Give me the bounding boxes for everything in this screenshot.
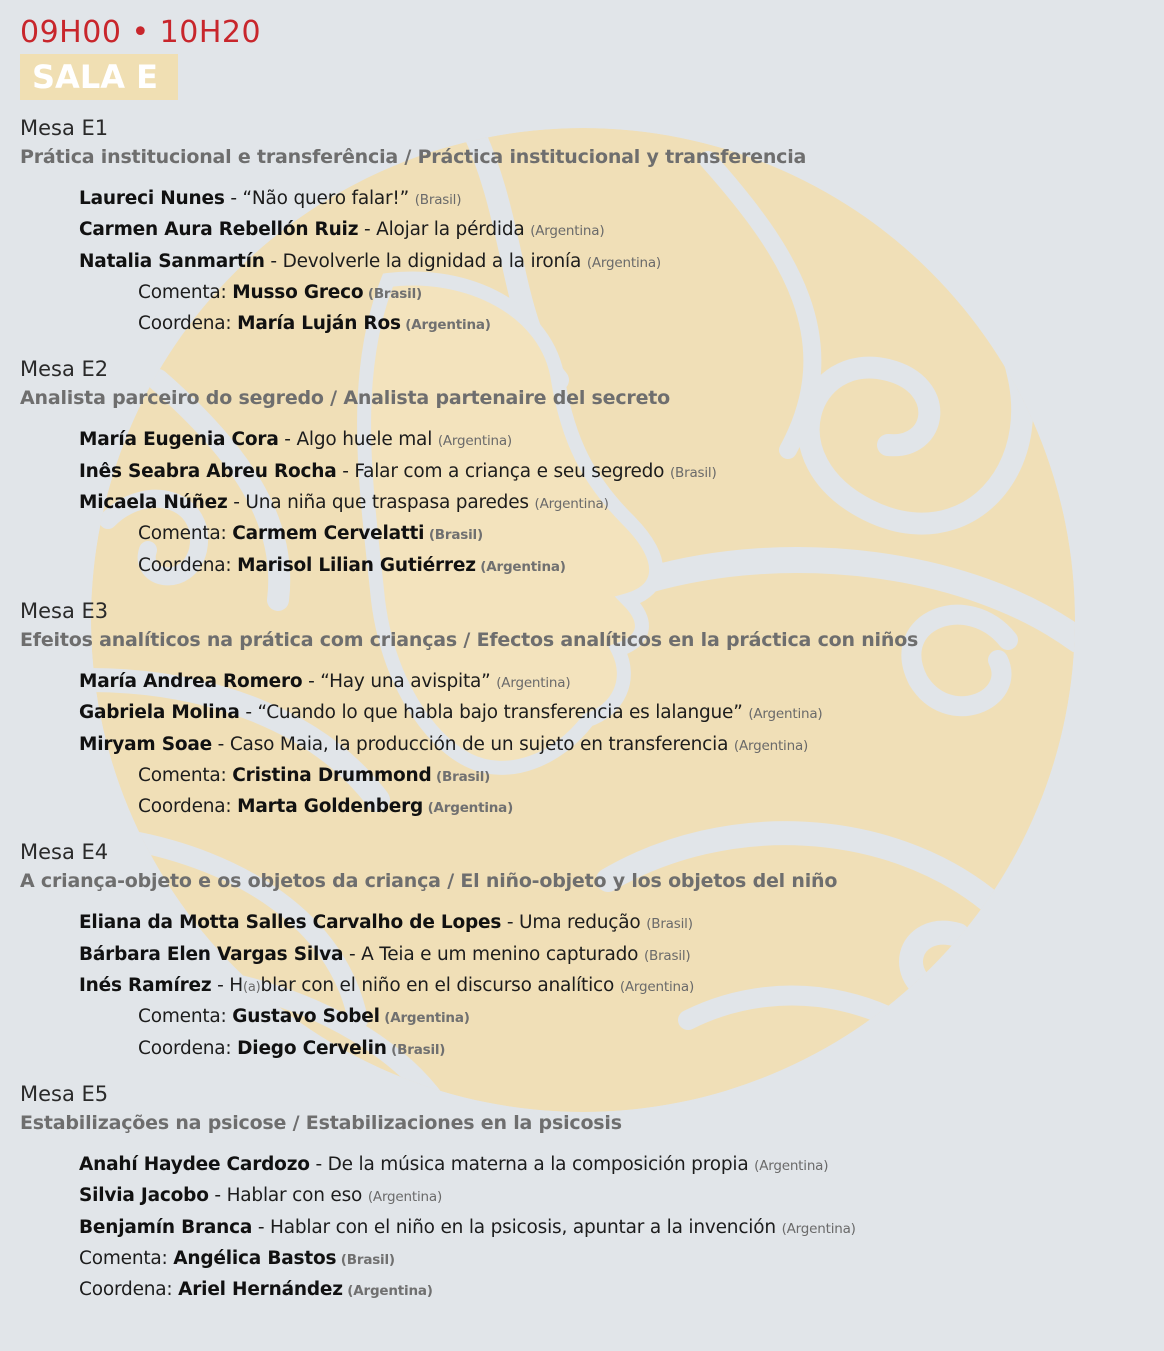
table-title: Efeitos analíticos na prática com crianças / Efectos analíticos en la práctica con niños [20, 628, 919, 651]
coord-label: Coordena: [138, 313, 238, 335]
coordinator-row [20, 1034, 1164, 1065]
speaker-name: Gabriela Molina [79, 702, 240, 724]
coordinator-country: (Argentina) [400, 317, 491, 334]
commentator-row [20, 761, 1164, 792]
talk-title: - Caso Maia, la producción de un sujeto en transferencia [212, 733, 734, 755]
table-label: Mesa E4 [20, 840, 109, 865]
speaker-name: Anahí Haydee Cardozo [79, 1153, 310, 1175]
table-title: Analista parceiro do segredo / Analista partenaire del secreto [20, 387, 671, 410]
talk-row [20, 1181, 1164, 1212]
talk-row [20, 971, 1164, 1002]
table-title: Prática institucional e transferência / Práctica institucional y transferencia [20, 146, 807, 168]
table-block [20, 597, 1164, 823]
coord-label: Coordena: [79, 1279, 179, 1301]
speaker-name: María Andrea Romero [79, 670, 303, 692]
speaker-name: Silvia Jacobo [79, 1185, 209, 1207]
speaker-name: Laureci Nunes [79, 188, 225, 209]
coordinator-row [20, 551, 1164, 582]
speaker-name: Micaela Núñez [79, 492, 228, 514]
talk-row [20, 730, 1164, 761]
speaker-country: (Argentina) [530, 223, 605, 240]
commentator-country: (Brasil) [336, 1251, 395, 1268]
speaker-name: Natalia Sanmartín [79, 250, 265, 272]
talk-title: - Falar com a criança e seu segredo [336, 460, 670, 482]
coord-label: Coordena: [138, 796, 238, 818]
commentator-row [20, 1002, 1164, 1033]
table-title: A criança-objeto e os objetos da criança / El niño-objeto y los objetos del niño [20, 870, 838, 893]
speaker-name: Eliana da Motta Salles Carvalho de Lopes [79, 912, 502, 934]
commentator-country: (Brasil) [424, 527, 483, 544]
table-label: Mesa E2 [20, 357, 109, 382]
talk-row [20, 247, 1164, 278]
comment-label: Comenta: [138, 1006, 233, 1028]
speaker-country: (Argentina) [754, 1157, 829, 1174]
coordinator-name: Marisol Lilian Gutiérrez [237, 554, 476, 576]
talk-row [20, 425, 1164, 456]
talk-title: - “Cuando lo que habla bajo transferencia es lalangue” [239, 702, 749, 724]
coordinator-country: (Argentina) [423, 800, 514, 817]
speaker-country: (Argentina) [748, 706, 823, 723]
talk-title: - Una niña que traspasa paredes [227, 492, 535, 514]
commentator-name: Gustavo Sobel [232, 1006, 380, 1028]
speaker-country: (Argentina) [619, 979, 695, 996]
commentator-country: (Brasil) [431, 768, 491, 785]
commentator-country: (Brasil) [363, 285, 422, 302]
talk-title: blar con el niño en el discurso analítico [260, 975, 620, 997]
coord-label: Coordena: [138, 1037, 238, 1059]
talk-title: - De la música materna a la composición propia [309, 1153, 755, 1175]
commentator-name: Carmem Cervelatti [232, 523, 425, 545]
talk-title: - “Hay una avispita” [302, 670, 497, 692]
speaker-name: Bárbara Elen Vargas Silva [79, 943, 344, 965]
coordinator-country: (Brasil) [386, 1041, 446, 1058]
commentator-country: (Argentina) [379, 1010, 470, 1027]
talk-row [20, 1213, 1164, 1244]
coordinator-name: Diego Cervelin [237, 1037, 387, 1059]
coordinator-name: María Luján Ros [237, 313, 401, 335]
table-label: Mesa E1 [20, 116, 109, 140]
talk-row [20, 184, 1164, 215]
talk-row [20, 698, 1164, 729]
speaker-name: Inés Ramírez [79, 975, 212, 997]
speaker-country: (Brasil) [643, 947, 691, 964]
room-badge: SALA E [20, 54, 178, 100]
coordinator-country: (Argentina) [475, 558, 566, 575]
table-block [20, 1080, 1164, 1306]
speaker-country: (Argentina) [534, 496, 609, 513]
coord-label: Coordena: [138, 554, 238, 576]
coordinator-row [20, 309, 1164, 340]
speaker-country: (Argentina) [496, 674, 571, 691]
speaker-name: María Eugenia Cora [79, 429, 279, 451]
speaker-country: (Argentina) [586, 254, 661, 271]
comment-label: Comenta: [79, 1247, 174, 1269]
speaker-country: (Argentina) [367, 1189, 443, 1206]
commentator-name: Cristina Drummond [232, 764, 432, 786]
speaker-name: Miryam Soae [79, 733, 212, 755]
talk-row [20, 667, 1164, 698]
talk-title: - Algo huele mal [278, 429, 438, 451]
talk-title-prefix: - H [211, 975, 244, 997]
coordinator-name: Ariel Hernández [178, 1279, 343, 1301]
talk-row [20, 1150, 1164, 1181]
comment-label: Comenta: [138, 523, 233, 545]
commentator-row [20, 519, 1164, 550]
talk-title: - Alojar la pérdida [358, 219, 531, 241]
session-tables [20, 114, 1164, 1306]
talk-row [20, 940, 1164, 971]
speaker-name: Benjamín Branca [79, 1216, 253, 1238]
talk-title: - A Teia e um menino capturado [343, 943, 644, 965]
speaker-country: (Argentina) [781, 1220, 856, 1237]
table-block [20, 355, 1164, 581]
speaker-name: Inês Seabra Abreu Rocha [79, 460, 337, 482]
talk-title: - “Não quero falar!” [224, 188, 415, 209]
coordinator-country: (Argentina) [342, 1283, 433, 1300]
talk-title: - Uma redução [501, 912, 647, 934]
table-label: Mesa E3 [20, 598, 109, 623]
talk-title: - Devolverle la dignidad a la ironía [264, 250, 587, 272]
table-block [20, 838, 1164, 1064]
table-title: Estabilizações na psicose / Estabilizaciones en la psicosis [20, 1111, 622, 1134]
talk-row [20, 488, 1164, 519]
commentator-row [20, 278, 1164, 309]
time-range: 09H00 • 10H20 [20, 15, 262, 50]
talk-title: - Hablar con el niño en la psicosis, apuntar a la invención [252, 1216, 782, 1238]
talk-title-small: (a) [243, 980, 261, 996]
coordinator-name: Marta Goldenberg [237, 796, 424, 818]
coordinator-row [20, 792, 1164, 823]
speaker-country: (Brasil) [414, 192, 462, 208]
talk-row [20, 908, 1164, 939]
table-block [20, 114, 1164, 340]
coordinator-row [20, 1275, 1164, 1306]
commentator-name: Angélica Bastos [173, 1247, 337, 1269]
comment-label: Comenta: [138, 281, 233, 303]
speaker-country: (Brasil) [646, 916, 693, 933]
speaker-country: (Brasil) [669, 464, 717, 481]
commentator-row [20, 1244, 1164, 1275]
talk-row [20, 215, 1164, 246]
speaker-country: (Argentina) [733, 737, 809, 754]
speaker-name: Carmen Aura Rebellón Ruiz [79, 219, 359, 241]
commentator-name: Musso Greco [232, 281, 364, 303]
talk-row [20, 457, 1164, 488]
speaker-country: (Argentina) [437, 433, 512, 450]
comment-label: Comenta: [138, 764, 233, 786]
talk-title: - Hablar con eso [208, 1185, 368, 1207]
table-label: Mesa E5 [20, 1081, 109, 1106]
